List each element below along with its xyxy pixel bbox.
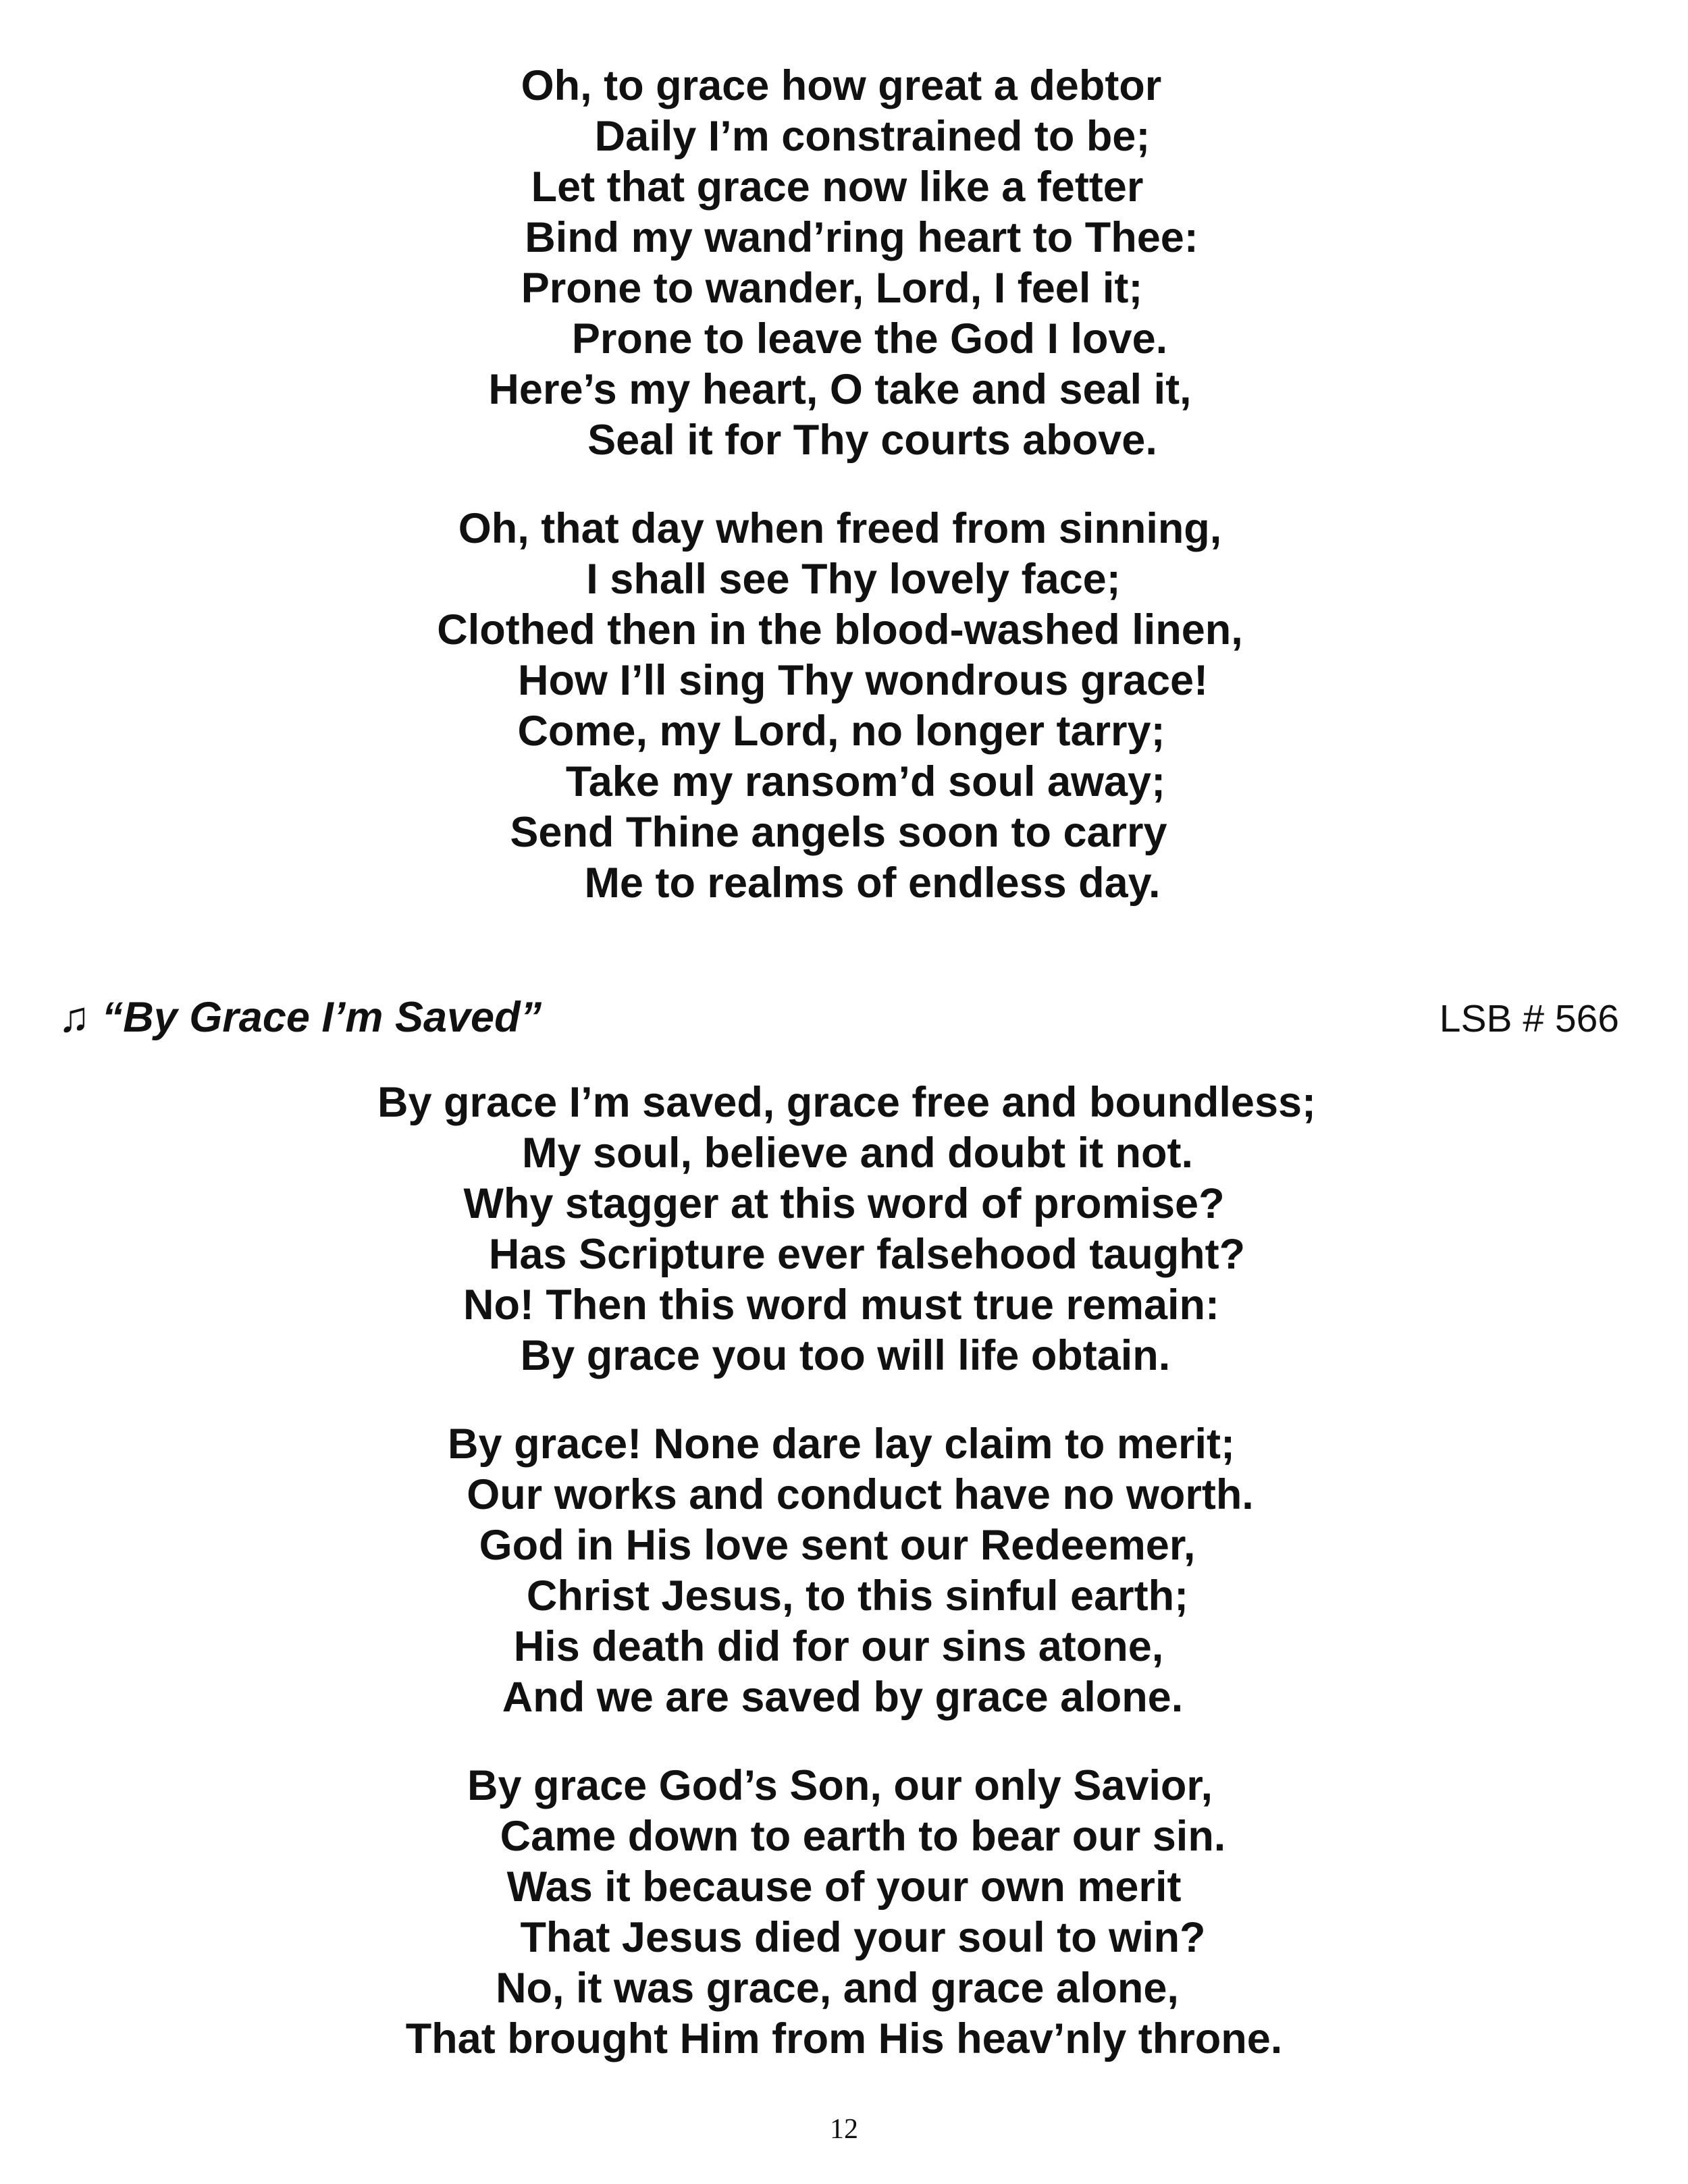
- verse-line: Oh, that day when freed from sinning,: [458, 505, 1222, 552]
- verse-line: Here’s my heart, O take and seal it,: [488, 366, 1192, 413]
- verse-line: I shall see Thy lovely face;: [586, 556, 1121, 603]
- verse-line: No! Then this word must true remain:: [463, 1281, 1220, 1329]
- verse-line: And we are saved by grace alone.: [502, 1674, 1184, 1721]
- verse-line: By grace God’s Son, our only Savior,: [467, 1762, 1213, 1809]
- verse-line: Daily I’m constrained to be;: [594, 113, 1151, 160]
- verse-line: My soul, believe and doubt it not.: [521, 1129, 1194, 1177]
- hymn-title: ♫ “By Grace I’m Saved”: [58, 994, 542, 1041]
- verse-line: That brought Him from His heav’nly throne.: [405, 2015, 1283, 2062]
- verse-line: Me to realms of endless day.: [584, 859, 1161, 907]
- verse-line: Let that grace now like a fetter: [531, 163, 1144, 211]
- verse-line: Our works and conduct have no worth.: [467, 1471, 1254, 1518]
- verse-line: Came down to earth to bear our sin.: [500, 1813, 1226, 1860]
- verse-line: By grace I’m saved, grace free and boundless;: [377, 1079, 1317, 1126]
- verse-line: Has Scripture ever falsehood taught?: [488, 1231, 1246, 1278]
- verse-line: By grace! None dare lay claim to merit;: [448, 1420, 1235, 1468]
- verse-line: Clothed then in the blood-washed linen,: [437, 606, 1243, 654]
- page-number: 12: [830, 2114, 858, 2145]
- verse-line: Come, my Lord, no longer tarry;: [517, 708, 1165, 755]
- verse-line: No, it was grace, and grace alone,: [496, 1965, 1179, 2012]
- verse-line: Take my ransom’d soul away;: [565, 758, 1166, 805]
- verse-line: Prone to wander, Lord, I feel it;: [521, 265, 1143, 312]
- verse-line: Was it because of your own merit: [506, 1863, 1182, 1911]
- verse-line: God in His love sent our Redeemer,: [479, 1522, 1196, 1569]
- hymn-number: LSB # 566: [1439, 997, 1619, 1040]
- verse-line: Seal it for Thy courts above.: [587, 417, 1157, 464]
- verse-line: Bind my wand’ring heart to Thee:: [525, 214, 1198, 261]
- verse-line: By grace you too will life obtain.: [520, 1332, 1171, 1379]
- verse-line: Send Thine angels soon to carry: [510, 809, 1167, 856]
- verse-line: Oh, to grace how great a debtor: [521, 62, 1162, 109]
- verse-line: His death did for our sins atone,: [513, 1623, 1164, 1670]
- verse-line: How I’ll sing Thy wondrous grace!: [517, 657, 1209, 704]
- verse-line: Why stagger at this word of promise?: [463, 1180, 1225, 1227]
- verse-line: That Jesus died your soul to win?: [520, 1914, 1206, 1961]
- verse-line: Prone to leave the God I love.: [571, 315, 1168, 363]
- verse-line: Christ Jesus, to this sinful earth;: [526, 1572, 1189, 1620]
